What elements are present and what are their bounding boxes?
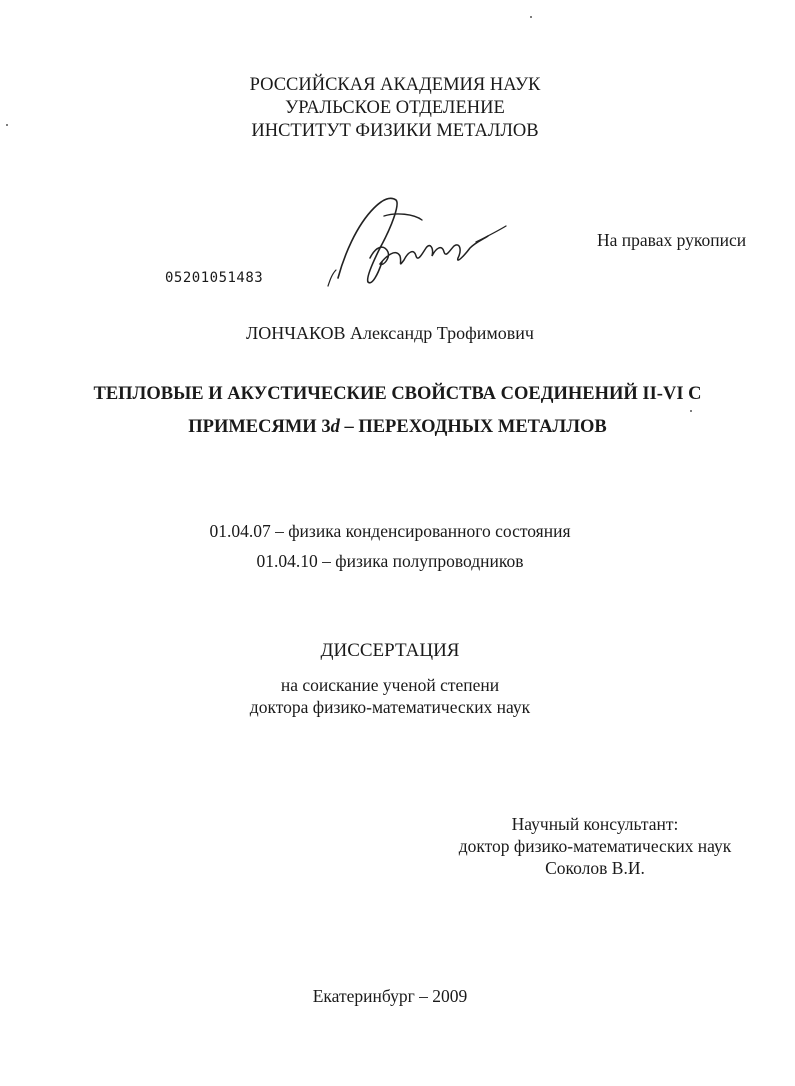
degree-line-2: доктора физико-математических наук [249,697,531,717]
author-name: ЛОНЧАКОВ Александр Трофимович [246,323,534,343]
consultant-title: доктор физико-математических наук [458,836,732,856]
consultant-label: Научный консультант: [511,814,679,834]
specialties-list [40,516,740,576]
header-line-institute: ИНСТИТУТ ФИЗИКИ МЕТАЛЛОВ [251,121,539,141]
degree-statement [40,674,740,718]
title-line-1: ТЕПЛОВЫЕ И АКУСТИЧЕСКИЕ СВОЙСТВА СОЕДИНЕНИЙ II-VI С [93,384,702,404]
place-and-year: Екатеринбург – 2009 [312,986,468,1006]
scientific-consultant [440,813,750,879]
header-line-academy: РОССИЙСКАЯ АКАДЕМИЯ НАУК [249,75,541,95]
title-line-2: ПРИМЕСЯМИ 3d – ПЕРЕХОДНЫХ МЕТАЛЛОВ [188,417,607,437]
header-line-branch: УРАЛЬСКОЕ ОТДЕЛЕНИЕ [285,98,505,118]
manuscript-rights-note: На правах рукописи [597,230,747,250]
catalog-code: 05201051483 [165,270,264,286]
dissertation-title [20,378,775,444]
scan-speck [690,410,692,412]
specialty-item: 01.04.07 – физика конденсированного состояния [209,521,571,541]
handwritten-signature [326,186,516,296]
scan-speck [530,16,532,18]
institution-header [50,74,740,143]
scan-speck [6,124,8,126]
specialty-item: 01.04.10 – физика полупроводников [256,551,524,571]
degree-line-1: на соискание ученой степени [280,675,500,695]
document-type: ДИССЕРТАЦИЯ [320,640,460,661]
consultant-name: Соколов В.И. [545,858,645,878]
